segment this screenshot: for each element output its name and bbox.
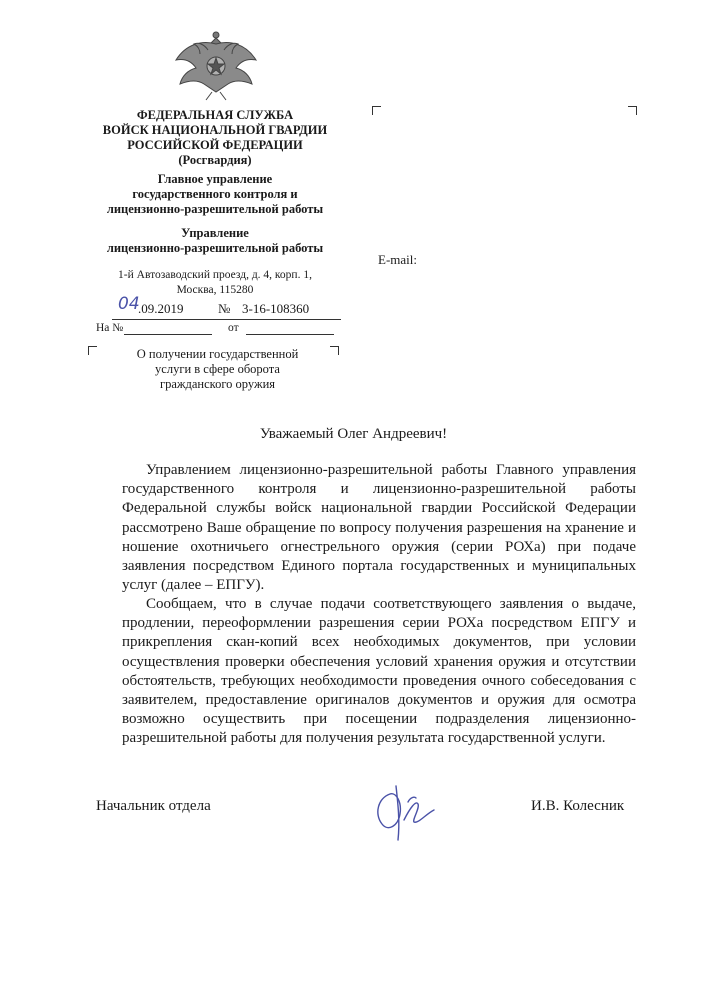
- ref-date-blank: [246, 334, 334, 335]
- body-paragraph: Управлением лицензионно-разрешительной работы Главного управления государственного контроля и лицензионно-разрешительной работы Федеральной службы войск национальной гвардии Российской Федерации рассмотрено Ваше обращение по вопросу получения разрешения на хранение и ношение охотничьего огнестрельного оружия (серии РОХа) при подаче заявления посредством Единого портала государственных и муниципальных услуг (далее – ЕПГУ).: [122, 462, 636, 594]
- ref-number-label: На №: [96, 322, 124, 334]
- signatory-title: Начальник отдела: [96, 798, 211, 814]
- recipient-email: E-mail:: [378, 252, 417, 267]
- subject-block: [110, 347, 325, 392]
- directorate-line: государственного контроля и: [132, 187, 298, 201]
- subject-corner-left: [88, 346, 97, 355]
- address-block: [70, 268, 360, 298]
- body-paragraph: Сообщаем, что в случае подачи соответствующего заявления о выдаче, продлении, переоформлении разрешения серии РОХа посредством ЕПГУ и прикрепления скан-копий всех необходимых документов, при условии осуществления проверки обеспечения условий хранения оружия и отсутствии обстоятельств, требующих необходимости проведения очного собеседования с заявителем, предоставление оригиналов документов и оружия для осмотра возможно осуществить при посещении подразделения лицензионно-разрешительной работы для получения результата государственной услуги.: [122, 596, 636, 747]
- address-line: Москва, 115280: [176, 284, 254, 296]
- subject-line: О получении государственной: [136, 347, 299, 361]
- org-name-line: РОССИЙСКОЙ ФЕДЕРАЦИИ: [127, 138, 303, 152]
- department-line: Управление: [181, 226, 249, 240]
- emblem-icon: [172, 30, 260, 102]
- org-name-line: ВОЙСК НАЦИОНАЛЬНОЙ ГВАРДИИ: [102, 123, 328, 137]
- recipient-corner-left: [372, 106, 381, 115]
- signature-icon: [368, 780, 448, 842]
- greeting: Уважаемый Олег Андреевич!: [259, 426, 448, 442]
- org-block: [70, 108, 360, 168]
- date-month-year: .09.2019: [138, 301, 184, 316]
- outgoing-date-number: [96, 294, 341, 318]
- subject-line: гражданского оружия: [159, 377, 276, 391]
- org-name-line: ФЕДЕРАЛЬНАЯ СЛУЖБА: [136, 108, 294, 122]
- ref-number-blank: [124, 334, 212, 335]
- org-short-name: (Росгвардия): [178, 153, 252, 167]
- subject-line: услуги в сфере оборота: [155, 362, 280, 376]
- reference-line: [96, 322, 341, 338]
- directorate-line: Главное управление: [157, 172, 273, 186]
- recipient-corner-right: [628, 106, 637, 115]
- underline: [112, 319, 341, 320]
- directorate-line: лицензионно-разрешительной работы: [106, 202, 324, 216]
- department-block: [70, 226, 360, 256]
- signatory-name: И.В. Колесник: [531, 798, 625, 814]
- department-line: лицензионно-разрешительной работы: [106, 241, 324, 255]
- ref-from-label: от: [228, 322, 239, 334]
- address-line: 1-й Автозаводский проезд, д. 4, корп. 1,: [118, 269, 312, 281]
- handwritten-day: 04: [118, 294, 140, 314]
- subject-corner-right: [330, 346, 339, 355]
- outgoing-number: 3-16-108360: [242, 301, 310, 316]
- number-sign: №: [218, 301, 231, 316]
- main-directorate-block: [70, 172, 360, 217]
